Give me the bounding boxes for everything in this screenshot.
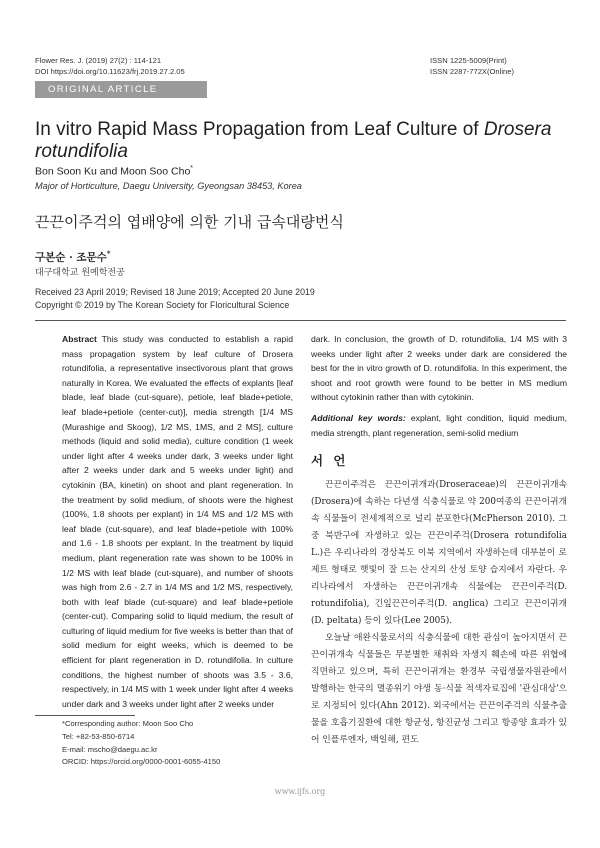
right-column bbox=[311, 332, 567, 749]
article-title bbox=[35, 119, 575, 163]
corresponding-author: *Corresponding author: Moon Soo Cho bbox=[62, 719, 194, 728]
journal-citation: Flower Res. J. (2019) 27(2) : 114-121 bbox=[35, 56, 162, 65]
footnote-rule bbox=[35, 715, 135, 716]
copyright-line: Copyright © 2019 by The Korean Society for Floricultural Science bbox=[35, 300, 290, 310]
doi-link[interactable]: DOI https://doi.org/10.11623/frj.2019.27.2.05 bbox=[35, 67, 185, 76]
title-species: Drosera rotundifolia bbox=[35, 119, 552, 162]
orcid-link[interactable]: ORCID: https://orcid.org/0000-0001-6055-4150 bbox=[62, 757, 221, 767]
telephone: Tel: +82-53-850-6714 bbox=[62, 731, 135, 741]
issn-online: ISSN 2287-772X(Online) bbox=[430, 67, 514, 76]
received-line: Received 23 April 2019; Revised 18 June 2019; Accepted 20 June 2019 bbox=[35, 287, 315, 297]
footer-website[interactable]: www.ijfs.org bbox=[274, 787, 326, 796]
korean-title: 끈끈이주걱의 엽배양에 의한 기내 급속대량번식 bbox=[35, 213, 344, 231]
divider bbox=[35, 320, 566, 321]
korean-corresponding-mark: * bbox=[106, 249, 111, 258]
keywords-text: explant, light condition, liquid medium, media strength, plant regeneration, semi-solid medium bbox=[311, 412, 567, 438]
abstract-text: This study was conducted to establish a rapid mass propagation system by leaf culture of Drosera rotundifolia, a representative insectivorous plant that grows naturally in Korea. We evaluated the effects of explants [leaf blade, leaf blade (cut-square), petiole, leaf blade+petiole, leaf blade+petiole (center-cut)], media strength [1/4 MS (Murashige and Skoog), 1/2 MS, 1MS, and 2 MS], culture methods (liquid and solid media), culture condition (1 week under light after 4 weeks under dark, 3 weeks under light after 2 weeks under dark and 5 weeks under light) and cytokinin (BA, kinetin) on shoot and plant regeneration. In the treatment by solid medium, of shoots were the highest (100%, 1.8 shoots per explant) in 1/4 MS and 1/2 MS with leaf blade (cut-square), and leaf blade+petiole with 100% and 1.6 - 1.8 shoots per explant. In the treatment by liquid medium, plant regeneration rate was shown to be 100% in 1/2 MS with leaf blade (cut-square), and number of shoots was high from 2.6 - 2.7 in 1/4 MS and 1/2 MS, respectively, both with leaf blade (cut-square) and leaf blade+petiole (center-cut). Comparing solid to liquid medium, the result of culturing of liquid medium for five weeks is better than that of solid medium for eight weeks, which is deemed to be efficient for plant regeneration in D. rotundifolia. In culture conditions, the highest number of shoots was 3.5 - 3.6, respectively, in 1/4 MS with 1 week under light after 4 weeks under dark and 3 weeks under light after 2 weeks under bbox=[62, 334, 293, 709]
affiliation: Major of Horticulture, Daegu University, Gyeongsan 38453, Korea bbox=[35, 181, 302, 191]
corresponding-mark: * bbox=[190, 165, 194, 172]
issn-print: ISSN 1225-5009(Print) bbox=[430, 56, 507, 65]
korean-author-names: 구본순 · 조문수 bbox=[35, 251, 107, 264]
history-dates bbox=[35, 286, 315, 312]
authors bbox=[35, 165, 193, 178]
keywords-label: Additional key words: bbox=[311, 412, 406, 423]
keywords bbox=[311, 411, 567, 440]
email[interactable]: E-mail: mscho@daegu.ac.kr bbox=[62, 744, 158, 754]
abstract-label: Abstract bbox=[62, 334, 97, 344]
intro-paragraph-2: 오늘날 애완식물로서의 식충식물에 대한 관심이 높아지면서 끈끈이귀개속 식물들은 무분별한 채취와 자생지 훼손에 따른 위협에 직면하고 있으며, 특히 끈끈이귀개는 환경부 국립생물자원관에서 발행하는 한국의 멸종위기 야생 동·식물 적색자료집에 '관심대상'으로 지정되어 있다(Ahn 2012). 외국에서는 끈끈이주걱의 식물추출물을 호흡기질환에 대한 항균성, 항진균성 그리고 항종양 효과가 있어 인플루엔자, 백일해, 편도 bbox=[311, 632, 567, 745]
author-names: Bon Soon Ku and Moon Soo Cho bbox=[35, 165, 191, 178]
korean-affiliation: 대구대학교 원예학전공 bbox=[35, 268, 125, 278]
abstract-continuation: dark. In conclusion, the growth of D. rotundifolia, 1/4 MS with 3 weeks under light after 2 weeks under dark are considered the best for the in vitro growth of D. rotundifolia. In this experiment, the shoot and root growth were found to be better in MS medium without cytokinin rather than with cytokinin. bbox=[311, 334, 567, 403]
section-heading-introduction: 서 언 bbox=[311, 453, 349, 469]
article-type-banner: ORIGINAL ARTICLE bbox=[35, 81, 207, 98]
abstract-left-column bbox=[62, 332, 293, 711]
footnote bbox=[62, 718, 220, 769]
korean-authors bbox=[35, 249, 111, 265]
title-main: In vitro Rapid Mass Propagation from Leaf Culture of bbox=[35, 119, 484, 140]
intro-paragraph-1: 끈끈이주걱은 끈끈이귀개과(Droseraceae)의 끈끈이귀개속(Drosera)에 속하는 다년생 식충식물로 약 200여종의 끈끈이귀개속 식물들이 전세계적으로 널리 분포한다(McPherson 2010). 그 중 북반구에 자생하고 있는 끈끈이주걱(Drosera rotundifolia L.)은 우리나라의 경상북도 이북 지역에서 자생하는데 대부분이 로제트 형태로 햇빛이 잘 드는 산지의 산성 토양 습지에서 자란다. 우리나라에서 자생하는 끈끈이귀개속 식물에는 끈끈이주걱(D. rotundifolia), 긴잎끈끈이주걱(D. anglica) 그리고 끈끈이귀개(D. peltata) 등이 있다(Lee 2005). bbox=[311, 479, 567, 626]
